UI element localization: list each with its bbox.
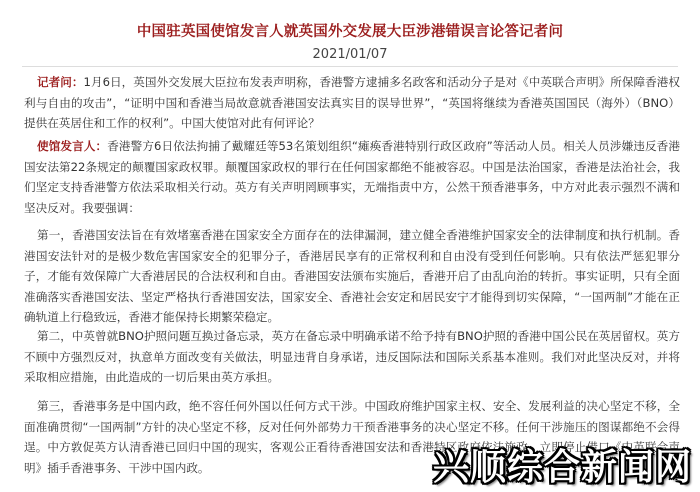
site-watermark: 兴顺综合新闻网: [432, 447, 692, 488]
title-divider: [22, 66, 678, 67]
paragraph-point-one: [24, 225, 680, 328]
paragraph-text: 第二，中英曾就BNO护照问题互换过备忘录，英方在备忘录中明确承诺不给予持有BNO护照的香港中国公民在英居留权。英方不顾中方强烈反对，执意单方面改变有关做法，明显违背自身承诺，违反国际法和国际关系基本准则。我们对此坚决反对，并将采取相应措施，由此造成的一切后果由英方承担。: [24, 329, 680, 384]
paragraph-question: [24, 72, 680, 134]
article-title: 中国驻英国使馆发言人就英国外交发展大臣涉港错误言论答记者问: [136, 24, 564, 40]
paragraph-lead: 记者问：: [37, 75, 84, 89]
paragraph-point-two: [24, 326, 680, 388]
paragraph-text: 香港警方6日依法拘捕了戴耀廷等53名策划组织“瘫痪香港特别行政区政府”等活动人员。相关人员涉嫌违反香港国安法第22条规定的颠覆国家政权罪。颠覆国家政权的罪行在任何国家都绝不能被容忍。中国是法治国家，香港是法治社会，我们坚定支持香港警方依法采取相关行动。英方有关声明罔顾事实，无端指责中方，公然干预香港事务，中方对此表示强烈不满和坚决反对。我要强调：: [24, 139, 680, 215]
paragraph-text: 第三，香港事务是中国内政，绝不容任何外国以任何方式干涉。中国政府维护国家主权、安全、发展利益的决心坚定不移，全面准确贯彻“一国两制”方针的决心坚定不移，反对任何外部势力干预香港事务的决心坚定不移。任何干涉施压的图谋都绝不会得逞。中方敦促英方认清香港已回归中国的现实，客观公正看待香港国安法和香港特区政府依法施政，立即停止借口《中英联合声明》插手香港事务、干涉中国内政。: [24, 399, 680, 475]
paragraph-text: 1月6日，英国外交发展大臣拉布发表声明称，香港警方逮捕多名政客和活动分子是对《中英联合声明》所保障香港权利与自由的攻击”，“证明中国和香港当局故意就香港国安法真实目的误导世界”，“英国将继续为香港英国国民（海外）（BNO）提供在英居住和工作的权利”。中国大使馆对此有何评论？: [24, 75, 680, 130]
paragraph-answer: [24, 136, 680, 218]
article-date: 2021/01/07: [312, 47, 388, 62]
paragraph-text: 第一，香港国安法旨在有效堵塞香港在国家安全方面存在的法律漏洞，建立健全香港维护国家安全的法律制度和执行机制。香港国安法针对的是极少数危害国家安全的犯罪分子，香港居民享有的正常权利和自由没有受到任何影响。只有依法严惩犯罪分子，才能有效保障广大香港居民的合法权利和自由。香港国安法颁布实施后，香港开启了由乱向治的转折。事实证明，只有全面准确落实香港国安法、坚定严格执行香港国安法，国家安全、香港社会安定和居民安宁才能得到切实保障，“一国两制”才能在正确轨道上行稳致远，香港才能保持长期繁荣稳定。: [24, 228, 680, 324]
paragraph-lead: 使馆发言人：: [37, 139, 108, 153]
